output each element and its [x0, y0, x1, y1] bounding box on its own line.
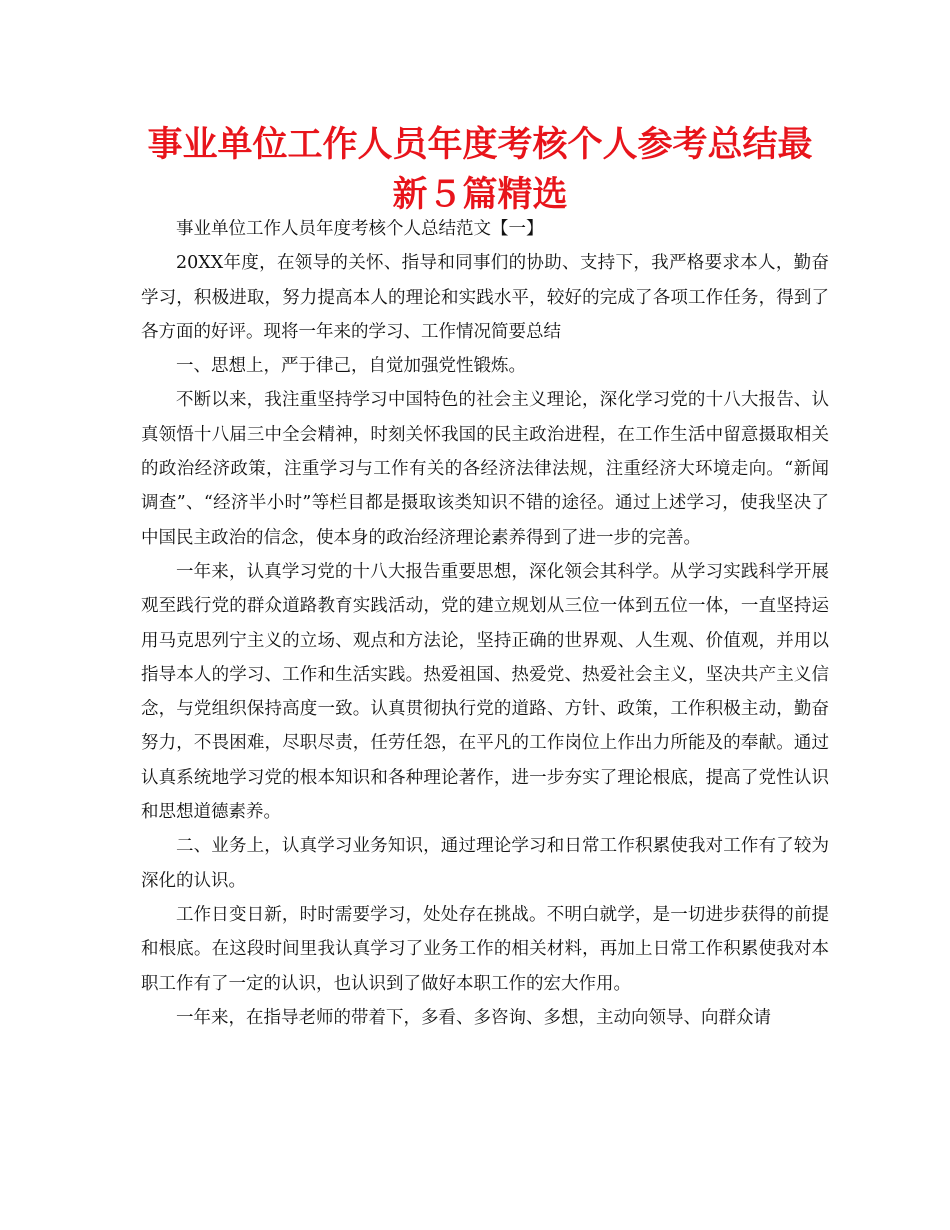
section-heading-paragraph: 事业单位工作人员年度考核个人总结范文【一】 — [176, 219, 544, 239]
body-paragraph: 一年来，在指导老师的带着下，多看、多咨询、多想，主动向领导、向群众请 — [176, 1007, 771, 1028]
body-paragraph: 不断以来，我注重坚持学习中国特色的社会主义理论，深化学习党的十八大报告、认真领悟十八届三中全会精神，时刻关怀我国的民主政治进程，在工作生活中留意摄取相关的政治经济政策，注重学习与工作有关的各经济法律法规，注重经济大环境走向。“新闻调查”、“经济半小时”等栏目都是摄取该类知识不错的途径。通过上述学习，使我坚决了中国民主政治的信念，使本身的政治经济理论素养得到了进一步的完善。 — [141, 390, 829, 548]
document-body — [141, 212, 829, 1035]
body-paragraph: 工作日变日新，时时需要学习，处处存在挑战。不明白就学，是一切进步获得的前提和根底。在这段时间里我认真学习了业务工作的相关材料，再加上日常工作积累使我对本职工作有了一定的认识，也认识到了做好本职工作的宏大作用。 — [141, 904, 829, 994]
body-paragraph: 一、思想上，严于律己，自觉加强党性锻炼。 — [176, 356, 526, 377]
body-paragraph: 20XX年度，在领导的关怀、指导和同事们的协助、支持下，我严格要求本人，勤奋学习，积极进取，努力提高本人的理论和实践水平，较好的完成了各项工作任务，得到了各方面的好评。现将一年来的学习、工作情况简要总结 — [141, 253, 829, 342]
document-title: 事业单位工作人员年度考核个人参考总结最新５篇精选 — [147, 125, 813, 215]
body-paragraph: 二、业务上，认真学习业务知识，通过理论学习和日常工作积累使我对工作有了较为深化的认识。 — [141, 836, 829, 891]
body-paragraph: 一年来，认真学习党的十八大报告重要思想，深化领会其科学。从学习实践科学开展观至践行党的群众道路教育实践活动，党的建立规划从三位一体到五位一体，一直坚持运用马克思列宁主义的立场、观点和方法论，坚持正确的世界观、人生观、价值观，并用以指导本人的学习、工作和生活实践。热爱祖国、热爱党、热爱社会主义，坚决共产主义信念，与党组织保持高度一致。认真贯彻执行党的道路、方针、政策，工作积极主动，勤奋努力，不畏困难，尽职尽责，任劳任怨，在平凡的工作岗位上作出力所能及的奉献。通过认真系统地学习党的根本知识和各种理论著作，进一步夯实了理论根底，提高了党性认识和思想道德素养。 — [141, 561, 829, 823]
